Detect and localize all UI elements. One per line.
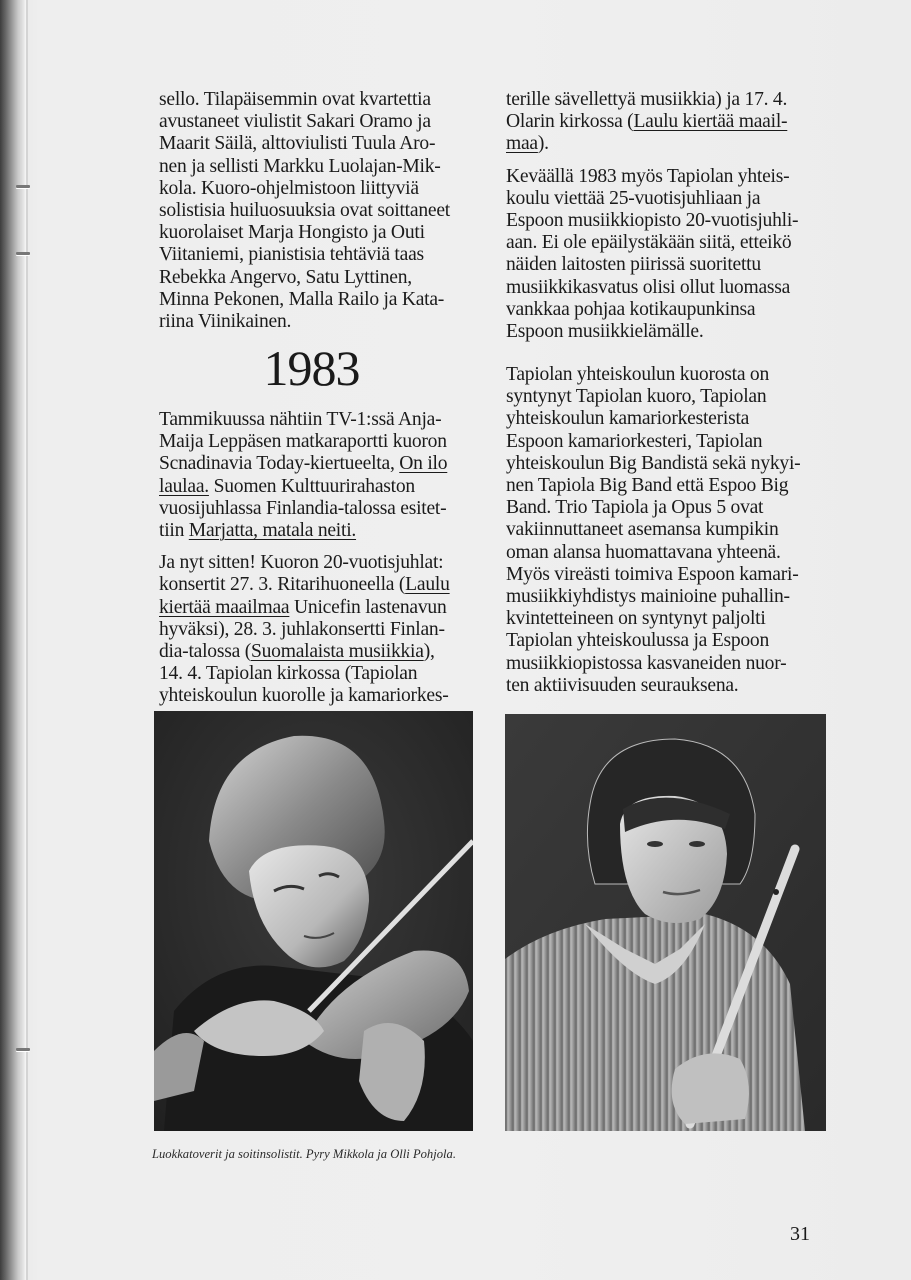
text-line: kuorolaiset Marja Hongisto ja Outi bbox=[159, 222, 425, 244]
text-run: dia-talossa ( bbox=[159, 640, 251, 662]
staple-mark bbox=[16, 252, 30, 255]
text-line: vankkaa pohjaa kotikaupunkinsa bbox=[506, 298, 756, 320]
text-line: nen ja sellisti Markku Luolajan-Mik- bbox=[159, 155, 441, 177]
text-line: Myös vireästi toimiva Espoon kamari- bbox=[506, 563, 799, 585]
text-line: yhteiskoulun kamariorkesterista bbox=[506, 408, 750, 430]
text-line: aan. Ei ole epäilystäkään siitä, etteikö bbox=[506, 232, 792, 254]
paragraph-anniversary-concerts bbox=[159, 552, 499, 707]
right-column bbox=[506, 89, 846, 697]
text-line: Espoon musiikkiopisto 20-vuotisjuhli- bbox=[506, 209, 799, 231]
work-title-on-ilo-laulaa: laulaa. bbox=[159, 475, 209, 497]
text-line: vuosijuhlassa Finlandia-talossa esitet- bbox=[159, 497, 447, 519]
work-title-marjatta: Marjatta, matala neiti. bbox=[188, 520, 357, 541]
work-title-on-ilo-laulaa: On ilo bbox=[399, 453, 448, 475]
text-line: oman alansa huomattavana yhteenä. bbox=[506, 541, 781, 563]
text-line: kvintetteineen on syntynyt paljolti bbox=[506, 608, 766, 630]
text-run: ), bbox=[423, 640, 435, 662]
text-line bbox=[506, 111, 846, 133]
text-line: riina Viinikainen. bbox=[159, 310, 292, 332]
text-run: Scnadinavia Today-kiertueelta, bbox=[159, 453, 400, 475]
text-line: kola. Kuoro-ohjelmistoon liittyviä bbox=[159, 177, 419, 199]
text-line: terille sävellettyä musiikkia) ja 17. 4. bbox=[506, 89, 788, 110]
text-line: hyväksi), 28. 3. juhlakonsertti Finlan- bbox=[159, 618, 445, 640]
year-heading: 1983 bbox=[263, 340, 360, 396]
text-run: Suomen Kulttuurirahaston bbox=[208, 475, 415, 497]
text-line bbox=[159, 476, 499, 498]
text-run: konsertit 27. 3. Ritarihuoneella ( bbox=[159, 574, 406, 596]
text-line: Maija Leppäsen matkaraportti kuoron bbox=[159, 431, 447, 453]
text-line: Maarit Säilä, alttoviulisti Tuula Aro- bbox=[159, 133, 436, 155]
work-title-laulu-kiertaa: kiertää maailmaa bbox=[159, 596, 290, 618]
flutist-illustration bbox=[505, 714, 826, 1131]
paragraph-gap bbox=[506, 156, 846, 166]
photo-caption: Luokkatoverit ja soitinsolistit. Pyry Mikkola ja Olli Pohjola. bbox=[152, 1147, 456, 1161]
text-line: Band. Trio Tapiola ja Opus 5 ovat bbox=[506, 497, 764, 519]
eye-shape bbox=[647, 841, 663, 847]
photo-violinist bbox=[154, 711, 473, 1131]
work-title-laulu-kiertaa: Laulu bbox=[405, 574, 450, 596]
text-line bbox=[159, 597, 499, 619]
work-title-laulu-kiertaa: maa bbox=[506, 133, 538, 155]
text-run: Unicefin lastenavun bbox=[289, 596, 447, 618]
paragraph-january-tv bbox=[159, 409, 499, 542]
text-line: syntynyt Tapiolan kuoro, Tapiolan bbox=[506, 386, 767, 408]
text-line: Rebekka Angervo, Satu Lyttinen, bbox=[159, 266, 412, 288]
paragraph-ensembles bbox=[506, 364, 846, 697]
text-line: näiden laitosten piirissä suoritettu bbox=[506, 254, 761, 276]
text-line: yhteiskoulun kuorolle ja kamariorkes- bbox=[159, 685, 449, 707]
text-line bbox=[159, 574, 499, 596]
text-line: nen Tapiola Big Band että Espoo Big bbox=[506, 475, 789, 496]
paragraph-gap bbox=[159, 542, 499, 552]
work-title-suomalaista-musiikkia: Suomalaista musiikkia bbox=[250, 640, 424, 662]
paragraph-gap bbox=[506, 343, 846, 364]
text-line: ten aktiivisuuden seurauksena. bbox=[506, 674, 739, 696]
text-line: Ja nyt sitten! Kuoron 20-vuotisjuhlat: bbox=[159, 552, 444, 574]
text-line: yhteiskoulun Big Bandistä sekä nykyi- bbox=[506, 452, 801, 474]
text-line bbox=[159, 641, 499, 663]
staple-mark bbox=[16, 1048, 30, 1051]
text-run: ). bbox=[537, 133, 549, 155]
paragraph-spring-1983 bbox=[506, 166, 846, 344]
text-line: avustaneet viulistit Sakari Oramo ja bbox=[159, 111, 431, 133]
text-line: Espoon musiikkielämälle. bbox=[506, 320, 704, 342]
staple-mark bbox=[16, 185, 30, 188]
text-line: sello. Tilapäisemmin ovat kvartettia bbox=[159, 89, 431, 110]
work-title-laulu-kiertaa: Laulu kiertää maail- bbox=[633, 111, 788, 133]
text-line: vakiinnuttaneet asemansa kumpikin bbox=[506, 519, 779, 541]
paragraph-olari-church bbox=[506, 89, 846, 156]
text-line bbox=[506, 133, 846, 155]
hand-shape bbox=[672, 1053, 749, 1124]
text-line: Tapiolan yhteiskoulussa ja Espoon bbox=[506, 630, 770, 652]
text-line: koulu viettää 25-vuotisjuhliaan ja bbox=[506, 187, 761, 209]
text-line: Minna Pekonen, Malla Railo ja Kata- bbox=[159, 288, 445, 310]
text-line: Keväällä 1983 myös Tapiolan yhteis- bbox=[506, 165, 790, 187]
text-line: Espoon kamariorkesteri, Tapiolan bbox=[506, 430, 763, 452]
text-line: solistisia huiluosuuksia ovat soittaneet bbox=[159, 199, 450, 221]
text-line bbox=[159, 520, 499, 542]
text-line: Tapiolan yhteiskoulun kuorosta on bbox=[506, 364, 770, 386]
binding-spine bbox=[0, 0, 27, 1280]
text-run: Olarin kirkossa ( bbox=[506, 111, 634, 133]
photo-flutist bbox=[505, 714, 826, 1131]
page-number: 31 bbox=[790, 1223, 810, 1245]
text-line: Viitaniemi, pianistisia tehtäviä taas bbox=[159, 244, 424, 266]
binding-edge bbox=[26, 0, 28, 1280]
paragraph-quartet-soloists bbox=[159, 89, 499, 333]
flute-embouchure bbox=[773, 889, 779, 895]
text-line bbox=[159, 453, 499, 475]
eye-shape bbox=[689, 841, 705, 847]
text-line: Tammikuussa nähtiin TV-1:ssä Anja- bbox=[159, 409, 442, 431]
text-line: 14. 4. Tapiolan kirkossa (Tapiolan bbox=[159, 663, 418, 685]
text-line: musiikkikasvatus olisi ollut luomassa bbox=[506, 276, 791, 298]
text-line: musiikkiopistossa kasvaneiden nuor- bbox=[506, 652, 787, 674]
text-run: tiin bbox=[159, 520, 189, 541]
left-column bbox=[159, 89, 499, 708]
violinist-illustration bbox=[154, 711, 473, 1131]
text-line: musiikkiyhdistys mainioine puhallin- bbox=[506, 585, 790, 607]
